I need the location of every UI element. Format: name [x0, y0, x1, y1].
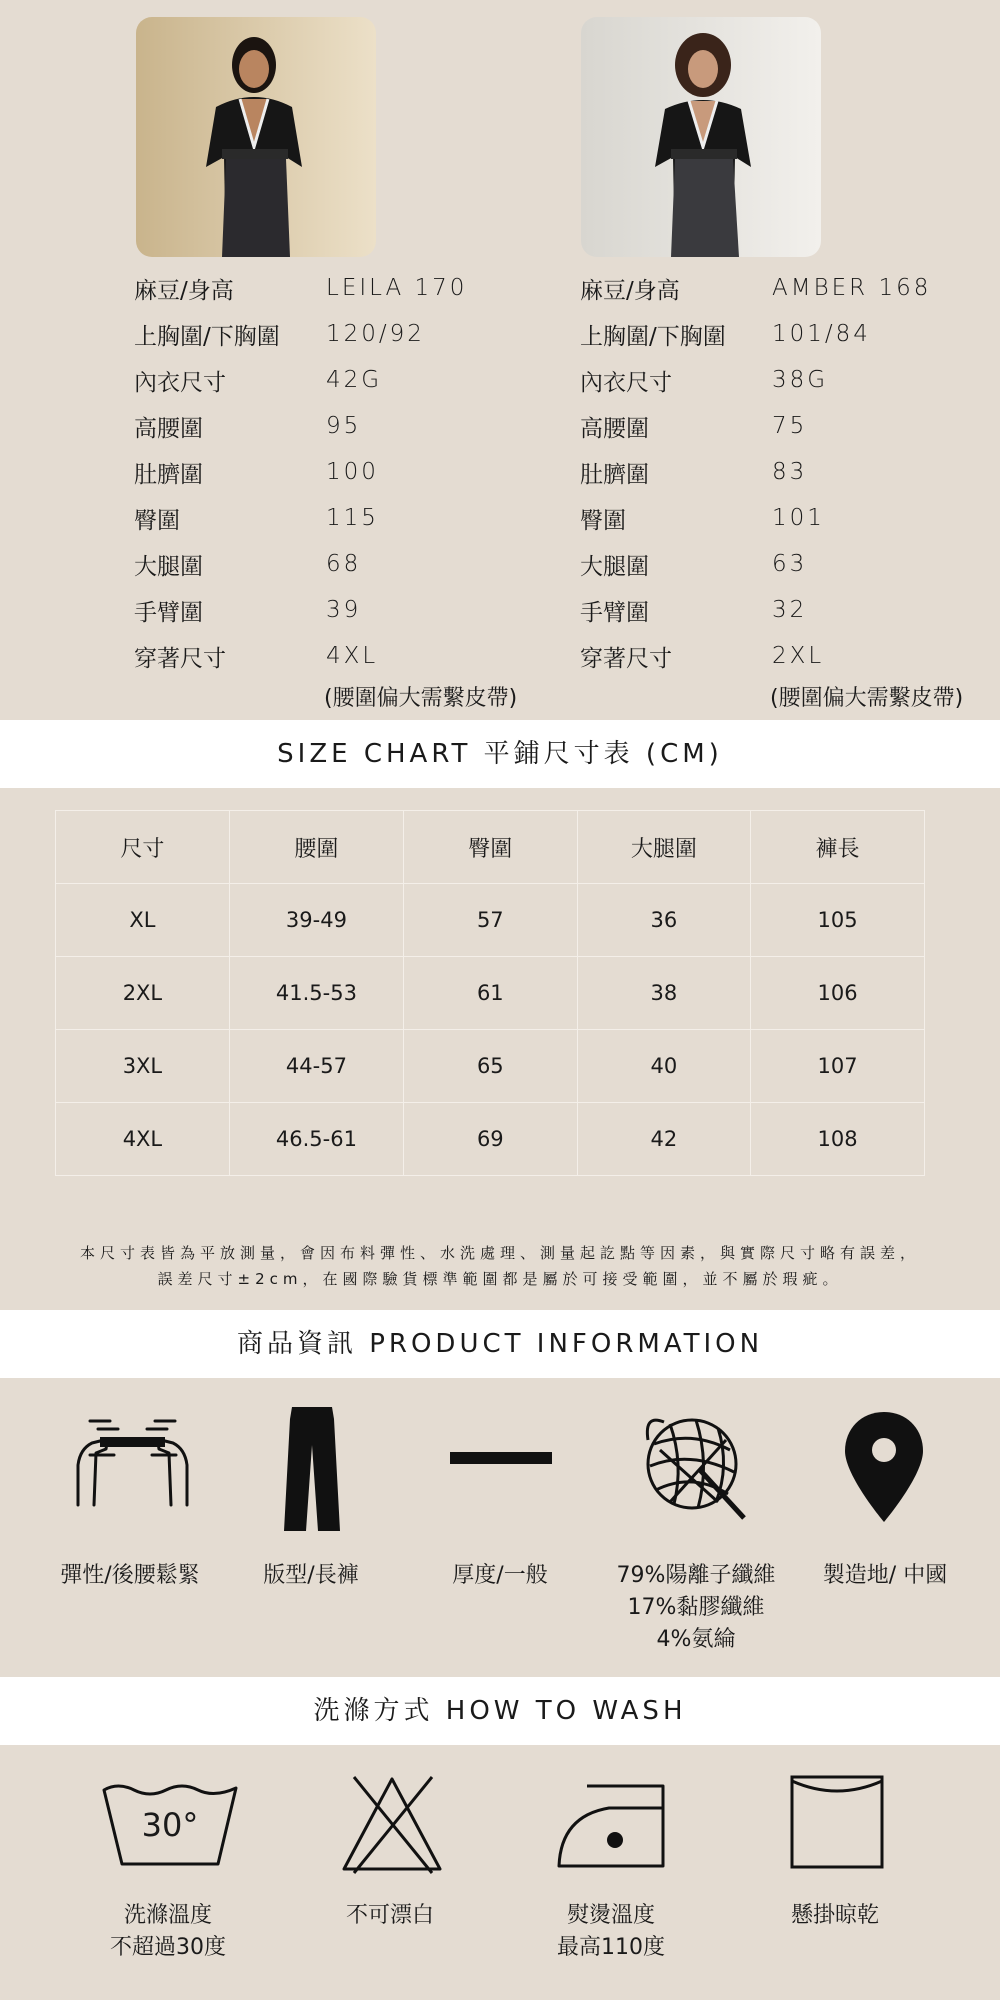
- table-cell: 42: [577, 1103, 751, 1176]
- measure-value: 75: [772, 413, 808, 439]
- measure-label: 內衣尺寸: [580, 369, 672, 396]
- measure-value: 83: [772, 459, 808, 485]
- model-card-amber: [580, 265, 1000, 719]
- wash-label-line: 最高110度: [557, 1935, 665, 1960]
- table-cell: 39-49: [229, 884, 403, 957]
- wash-label-hang-dry: [735, 1900, 935, 1932]
- column-header: 大腿圍: [577, 811, 751, 884]
- measure-value: 2XL: [772, 643, 825, 669]
- measure-label: 穿著尺寸: [580, 645, 672, 672]
- model-row: [580, 403, 1000, 449]
- measure-label: 肚臍圍: [134, 461, 203, 488]
- table-cell: 46.5-61: [229, 1103, 403, 1176]
- measure-label: 麻豆/身高: [134, 277, 234, 304]
- disclaimer-line: 誤差尺寸±2cm，在國際驗貨標準範圍都是屬於可接受範圍，並不屬於瑕疵。: [157, 1270, 843, 1288]
- measure-label: 穿著尺寸: [134, 645, 226, 672]
- wash-label-line: 洗滌溫度: [123, 1903, 212, 1928]
- table-cell: 41.5-53: [229, 957, 403, 1030]
- yarn-icon: [640, 1410, 752, 1522]
- measure-value: LEILA 170: [326, 275, 468, 301]
- model-row: [134, 541, 554, 587]
- table-cell: 4XL: [56, 1103, 230, 1176]
- model-note: (腰圍偏大需繫皮帶): [324, 686, 518, 711]
- measure-label: 臀圍: [134, 507, 180, 534]
- wash-label-line: 懸掛晾乾: [790, 1903, 879, 1928]
- measure-value: 39: [326, 597, 362, 623]
- product-info-band: [0, 1310, 1000, 1378]
- table-cell: XL: [56, 884, 230, 957]
- measure-value: 42G: [326, 367, 383, 393]
- measure-value: 63: [772, 551, 808, 577]
- measure-label: 內衣尺寸: [134, 369, 226, 396]
- model-row: [134, 311, 554, 357]
- fabric-composition: [596, 1560, 796, 1656]
- model-row: [580, 495, 1000, 541]
- wash-label-temperature: [68, 1900, 268, 1964]
- size-chart-band: [0, 720, 1000, 788]
- measure-label: 肚臍圍: [580, 461, 649, 488]
- model-row: [580, 587, 1000, 633]
- table-row: [56, 1103, 925, 1176]
- measure-label: 手臂圍: [580, 599, 649, 626]
- measure-label: 上胸圍/下胸圍: [134, 323, 280, 350]
- model-row: [580, 265, 1000, 311]
- column-header: 臀圍: [404, 811, 578, 884]
- product-info-label: 彈性/後腰鬆緊: [60, 1563, 200, 1588]
- thickness-icon: [450, 1452, 552, 1466]
- table-cell: 69: [404, 1103, 578, 1176]
- table-cell: 107: [751, 1030, 925, 1103]
- table-row: [56, 884, 925, 957]
- composition-line: 79%陽離子纖維: [616, 1563, 776, 1588]
- column-header: 腰圍: [229, 811, 403, 884]
- table-cell: 36: [577, 884, 751, 957]
- model-row: [134, 587, 554, 633]
- table-row: [56, 957, 925, 1030]
- hang-dry-icon: [790, 1775, 885, 1870]
- model-row: [134, 633, 554, 679]
- measure-label: 手臂圍: [134, 599, 203, 626]
- model-row: [134, 403, 554, 449]
- table-cell: 44-57: [229, 1030, 403, 1103]
- measure-value: 120/92: [326, 321, 425, 347]
- size-chart-title: SIZE CHART 平鋪尺寸表 (CM): [277, 739, 723, 769]
- measure-value: 115: [326, 505, 379, 531]
- composition-line: 4%氨綸: [656, 1627, 736, 1652]
- wash-label-no-bleach: [290, 1900, 490, 1932]
- product-info-title: 商品資訊 PRODUCT INFORMATION: [236, 1329, 764, 1359]
- table-cell: 40: [577, 1030, 751, 1103]
- table-header-row: [56, 811, 925, 884]
- measure-label: 高腰圍: [134, 415, 203, 442]
- wash-label-line: 不超過30度: [110, 1935, 226, 1960]
- measure-value: 101: [772, 505, 825, 531]
- model-row: [134, 265, 554, 311]
- column-header: 尺寸: [56, 811, 230, 884]
- model-row: [134, 357, 554, 403]
- composition-line: 17%黏膠纖維: [627, 1595, 765, 1620]
- table-cell: 3XL: [56, 1030, 230, 1103]
- pants-icon: [282, 1405, 342, 1535]
- model-row: [580, 633, 1000, 679]
- measure-label: 大腿圍: [580, 553, 649, 580]
- table-cell: 65: [404, 1030, 578, 1103]
- table-cell: 105: [751, 884, 925, 957]
- wash-label-iron: [511, 1900, 711, 1964]
- table-cell: 108: [751, 1103, 925, 1176]
- no-bleach-icon: [340, 1775, 445, 1875]
- disclaimer-line: 本尺寸表皆為平放測量，會因布料彈性、水洗處理、測量起訖點等因素，與實際尺寸略有誤差，: [79, 1244, 920, 1262]
- wash-title: 洗滌方式 HOW TO WASH: [313, 1696, 687, 1726]
- wash-temp-label: 30°: [141, 1806, 199, 1844]
- model-row: [580, 357, 1000, 403]
- size-disclaimer: [0, 1240, 1000, 1292]
- stretch-icon: [70, 1415, 195, 1515]
- table-cell: 57: [404, 884, 578, 957]
- wash-band: [0, 1677, 1000, 1745]
- table-cell: 38: [577, 957, 751, 1030]
- measure-value: 32: [772, 597, 808, 623]
- measure-value: 101/84: [772, 321, 871, 347]
- measure-value: 95: [326, 413, 362, 439]
- product-info-label: 版型/長褲: [263, 1563, 359, 1588]
- measure-value: 4XL: [326, 643, 379, 669]
- measure-label: 上胸圍/下胸圍: [580, 323, 726, 350]
- measure-value: 68: [326, 551, 362, 577]
- table-row: [56, 1030, 925, 1103]
- model-row: [134, 495, 554, 541]
- measure-label: 麻豆/身高: [580, 277, 680, 304]
- table-cell: 61: [404, 957, 578, 1030]
- wash-label-line: 不可漂白: [345, 1903, 434, 1928]
- wash-30-icon: [100, 1780, 240, 1870]
- table-cell: 2XL: [56, 957, 230, 1030]
- wash-label-line: 熨燙溫度: [566, 1903, 655, 1928]
- measure-label: 臀圍: [580, 507, 626, 534]
- table-cell: 106: [751, 957, 925, 1030]
- measure-value: AMBER 168: [772, 275, 932, 301]
- model-photo-amber: [581, 17, 821, 257]
- product-info-label: 製造地/ 中國: [822, 1563, 948, 1588]
- location-pin-icon: [843, 1410, 925, 1525]
- model-row: [580, 311, 1000, 357]
- measure-label: 高腰圍: [580, 415, 649, 442]
- measure-value: 100: [326, 459, 379, 485]
- size-chart-table: [55, 810, 925, 1176]
- model-note: (腰圍偏大需繫皮帶): [770, 686, 964, 711]
- measure-value: 38G: [772, 367, 829, 393]
- column-header: 褲長: [751, 811, 925, 884]
- product-info-label: 厚度/一般: [452, 1563, 548, 1588]
- model-card-leila: [134, 265, 554, 719]
- model-photo-leila: [136, 17, 376, 257]
- model-row: [580, 449, 1000, 495]
- model-row: [580, 541, 1000, 587]
- measure-label: 大腿圍: [134, 553, 203, 580]
- iron-icon: [555, 1782, 667, 1872]
- model-row: [134, 449, 554, 495]
